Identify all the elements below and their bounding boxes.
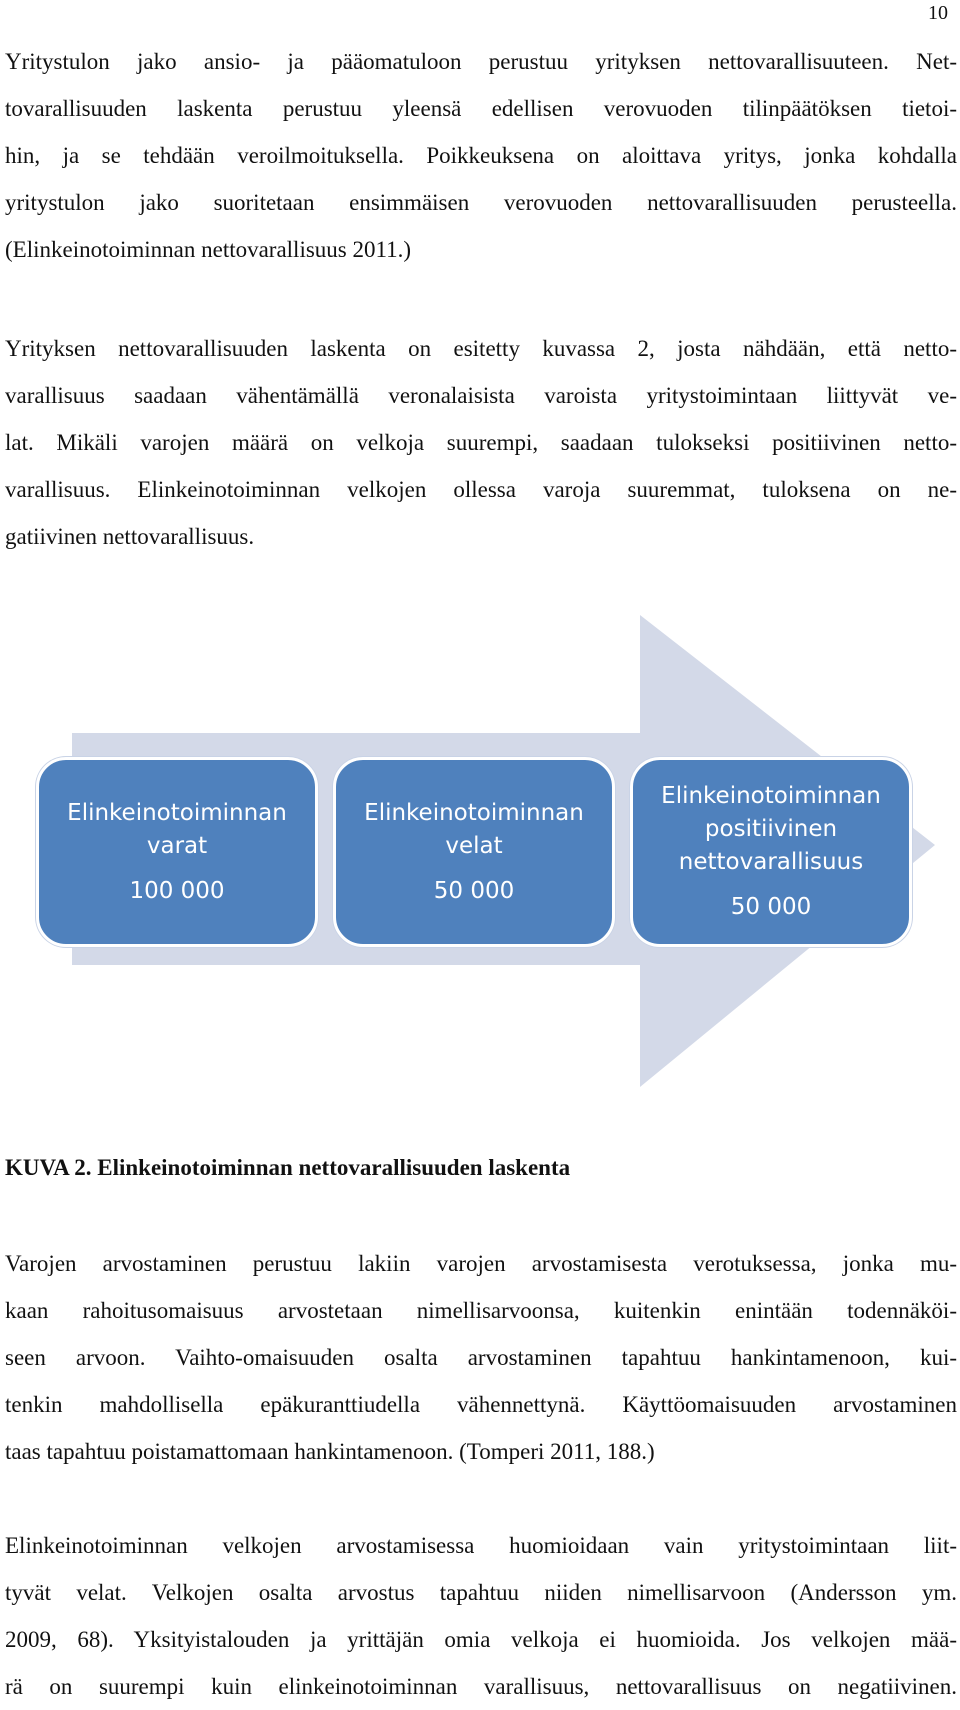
text-line: Yrityksen nettovarallisuuden laskenta on esitetty kuvassa 2, josta nähdään, että netto- [5, 336, 957, 361]
liabilities-box [333, 757, 615, 947]
assets-box-label-line-2: varat [146, 832, 208, 859]
assets-box [36, 757, 318, 947]
text-line: hin, ja se tehdään veroilmoituksella. Poikkeuksena on aloittava yritys, jonka kohdalla [5, 143, 957, 168]
paragraph-1 [5, 38, 957, 273]
text-line: Varojen arvostaminen perustuu lakiin varojen arvostamisesta verotuksessa, jonka mu- [5, 1251, 957, 1276]
text-line: tenkin mahdollisella epäkuranttiudella vähennettynä. Käyttöomaisuuden arvostaminen [5, 1392, 957, 1417]
text-line: lat. Mikäli varojen määrä on velkoja suurempi, saadaan tulokseksi positiivinen netto- [5, 430, 957, 455]
page-number: 10 [928, 2, 948, 24]
assets-box-value: 100 000 [129, 877, 225, 904]
text-line: seen arvoon. Vaihto-omaisuuden osalta arvostaminen tapahtuu hankintamenoon, kui- [5, 1345, 957, 1370]
text-line: varallisuus. Elinkeinotoiminnan velkojen ollessa varoja suuremmat, tuloksena on ne- [5, 477, 957, 502]
assets-box-label-line-1: Elinkeinotoiminnan [67, 799, 287, 826]
text-line: Elinkeinotoiminnan velkojen arvostamisessa huomioidaan vain yritystoimintaan liit- [5, 1533, 957, 1558]
net-assets-diagram [0, 605, 960, 1095]
liabilities-box-label-line-1: Elinkeinotoiminnan [364, 799, 584, 826]
net-assets-box-value: 50 000 [730, 894, 812, 920]
liabilities-box-value: 50 000 [433, 877, 515, 904]
text-line: taas tapahtuu poistamattomaan hankintamenoon. (Tomperi 2011, 188.) [5, 1439, 655, 1464]
text-line: 2009, 68). Yksityistalouden ja yrittäjän omia velkoja ei huomioida. Jos velkojen mää- [5, 1627, 957, 1652]
paragraph-3 [5, 1240, 957, 1475]
text-line: yritystulon jako suoritetaan ensimmäisen verovuoden nettovarallisuuden perusteella. [5, 190, 957, 215]
paragraph-2 [5, 325, 957, 560]
net-assets-box-label-line-1: Elinkeinotoiminnan [661, 783, 881, 809]
text-line: (Elinkeinotoiminnan nettovarallisuus 2011.) [5, 237, 412, 262]
text-line: tyvät velat. Velkojen osalta arvostus tapahtuu niiden nimellisarvoon (Andersson ym. [5, 1580, 957, 1605]
liabilities-box-label-line-2: velat [445, 832, 503, 859]
text-line: gatiivinen nettovarallisuus. [5, 524, 255, 549]
figure-caption: KUVA 2. Elinkeinotoiminnan nettovarallisuuden laskenta [5, 1155, 571, 1180]
net-assets-box-label-line-2: positiivinen [704, 816, 838, 842]
text-line: Yritystulon jako ansio- ja pääomatuloon perustuu yrityksen nettovarallisuuteen. Net- [5, 49, 957, 74]
net-assets-box-label-line-3: nettovarallisuus [678, 849, 864, 875]
text-line: tovarallisuuden laskenta perustuu yleensä edellisen verovuoden tilinpäätöksen tietoi- [5, 96, 957, 121]
text-line: kaan rahoitusomaisuus arvostetaan nimellisarvoonsa, kuitenkin enintään todennäköi- [5, 1298, 957, 1323]
text-line: rä on suurempi kuin elinkeinotoiminnan varallisuus, nettovarallisuus on negatiivinen. [5, 1674, 957, 1699]
text-line: varallisuus saadaan vähentämällä veronalaisista varoista yritystoimintaan liittyvät ve- [5, 383, 957, 408]
net-assets-box [630, 757, 912, 947]
paragraph-4 [5, 1522, 957, 1710]
